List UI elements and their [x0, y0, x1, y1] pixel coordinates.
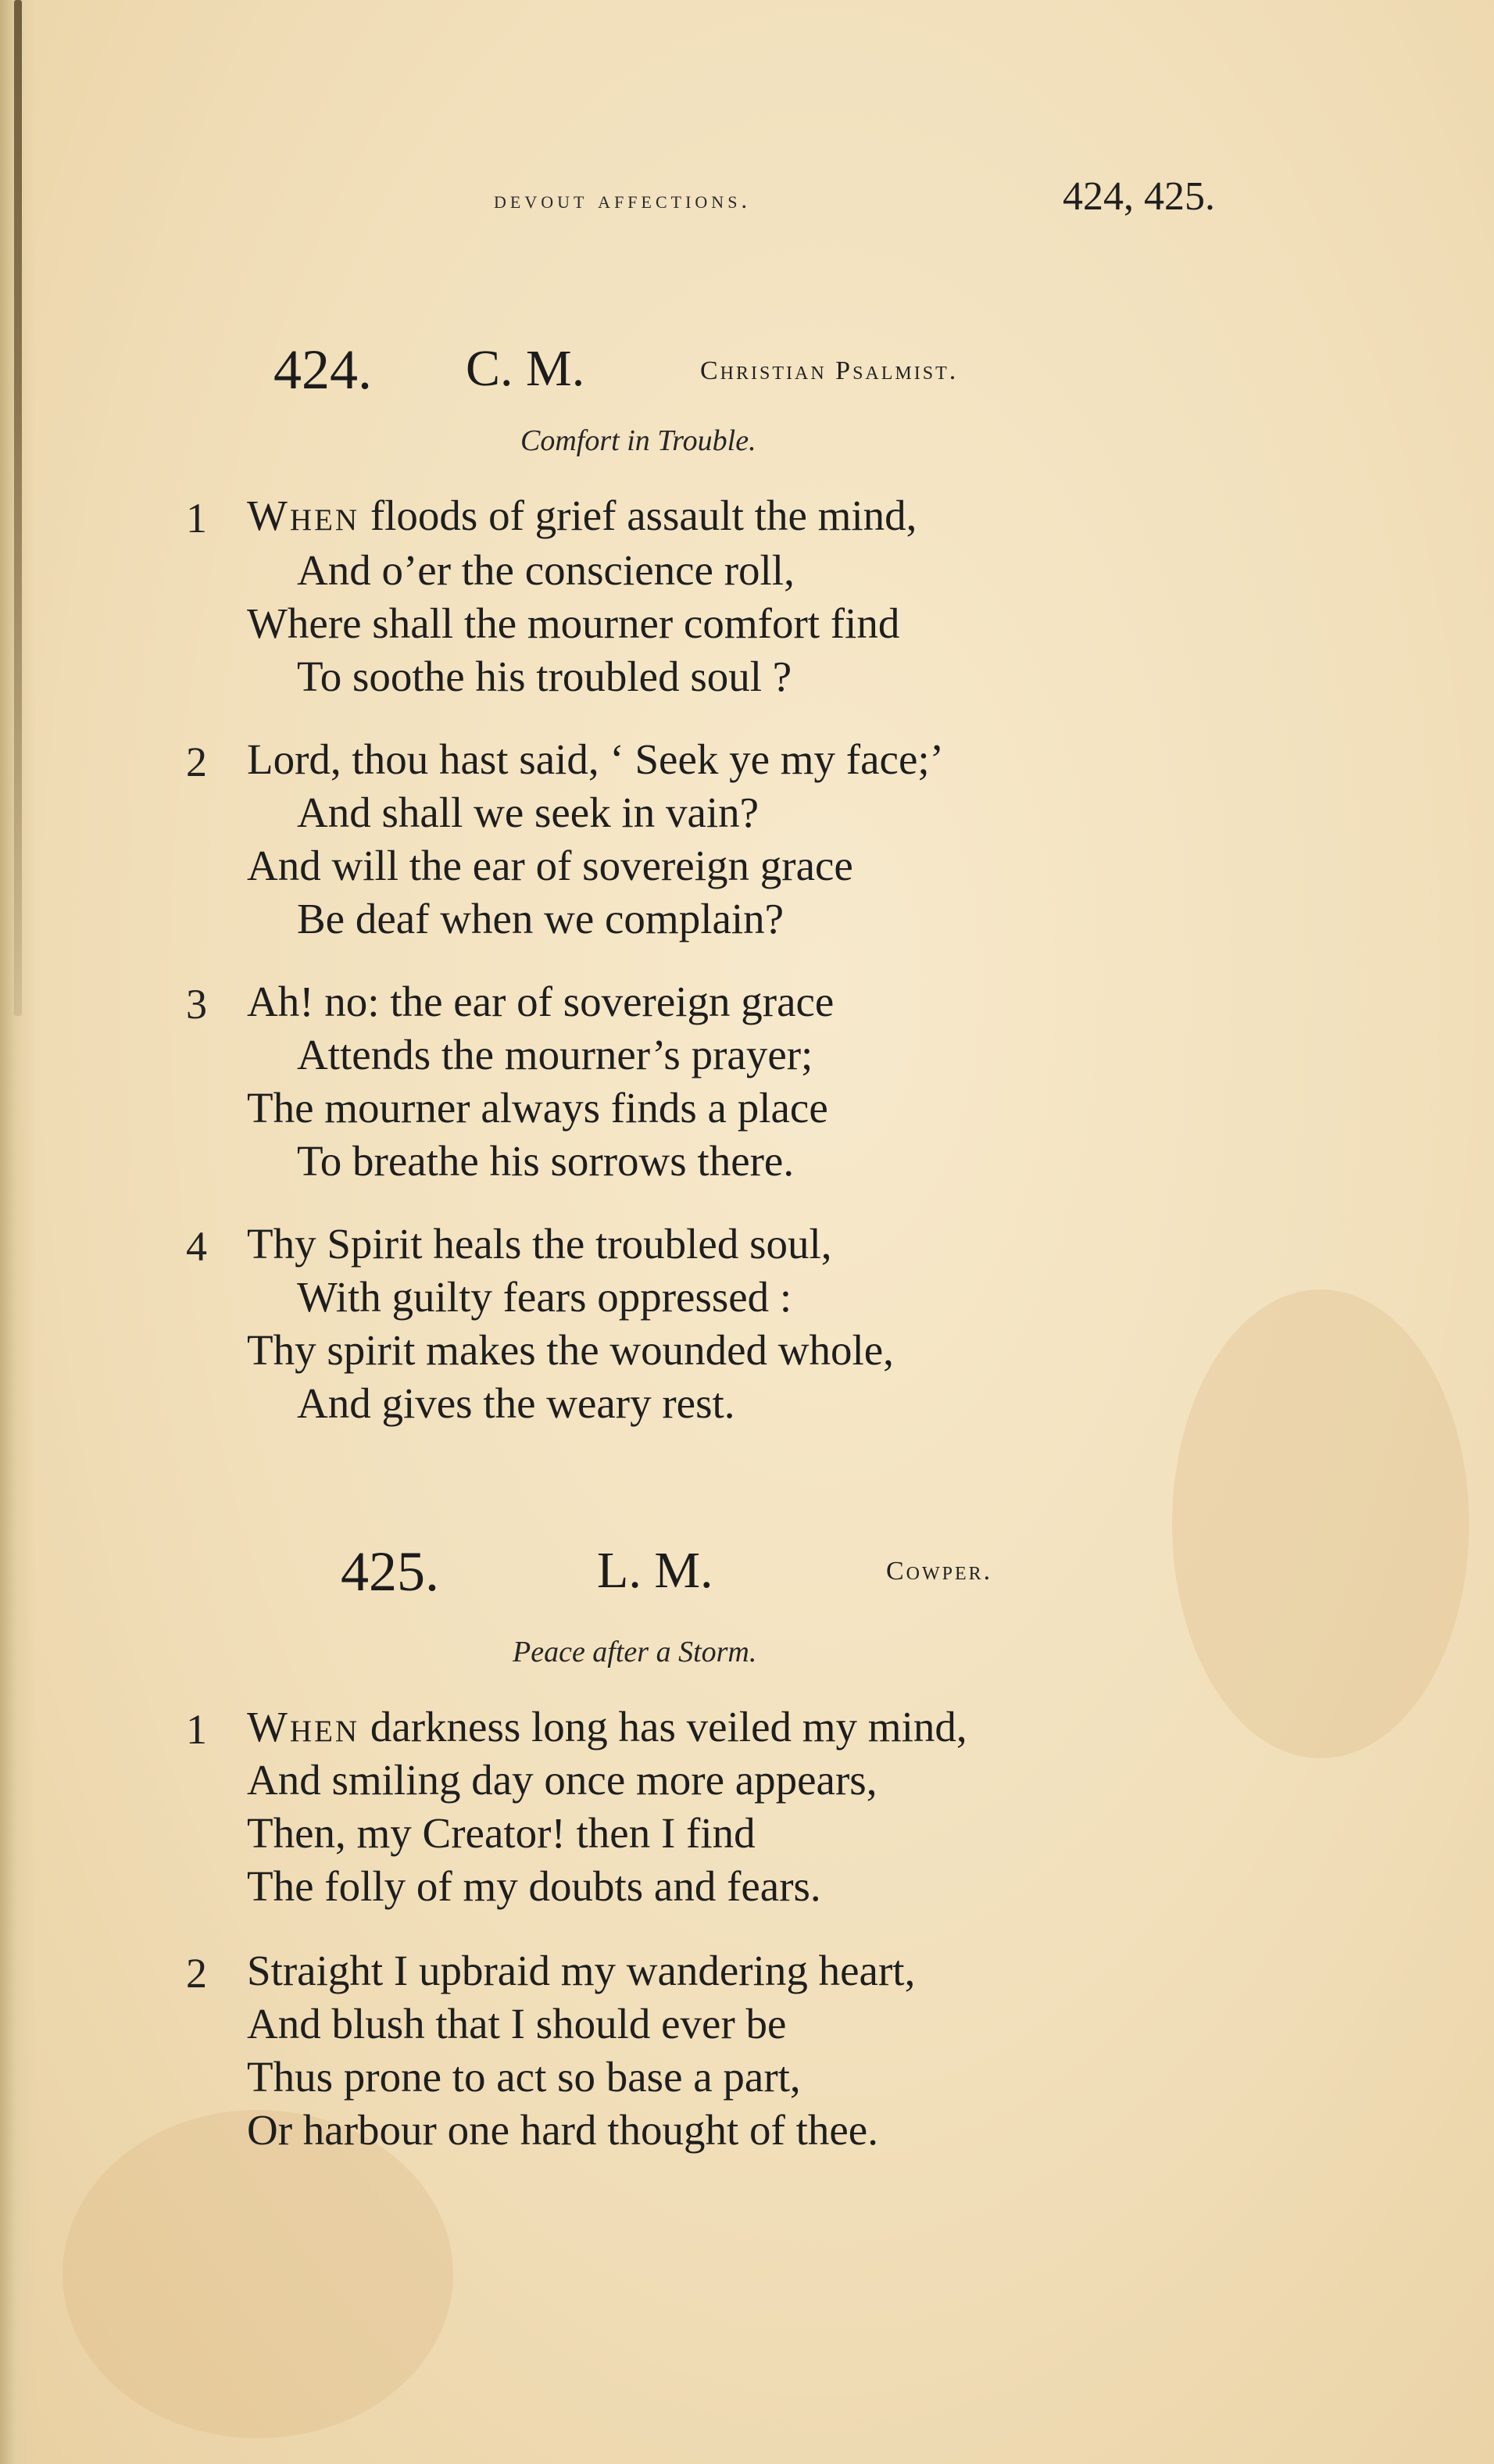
hymn-heading: [0, 1540, 1494, 1602]
paper-stain: [1172, 1289, 1469, 1758]
running-header-page-numbers: 424, 425.: [1063, 174, 1215, 219]
hymn-meter: C. M.: [466, 340, 585, 397]
verse-number: 3: [186, 981, 207, 1028]
verse-number: 2: [186, 1950, 207, 1997]
verse-line: And blush that I should ever be: [247, 2000, 787, 2047]
verse-line: Then, my Creator! then I find: [247, 1809, 756, 1857]
verse-line: To breathe his sorrows there.: [297, 1137, 795, 1185]
hymn-number: 424.: [273, 338, 372, 401]
hymn-author: Cowper.: [886, 1557, 993, 1586]
verse-line: Straight I upbraid my wandering heart,: [247, 1947, 916, 1994]
verse-line: The folly of my doubts and fears.: [247, 1862, 821, 1910]
verse-line: Be deaf when we complain?: [297, 895, 785, 942]
hymn-number: 425.: [341, 1540, 439, 1603]
verse-line-text: darkness long has veiled my mind,: [359, 1703, 967, 1751]
verse-line: Thy spirit makes the wounded whole,: [247, 1326, 894, 1374]
verse-line-text: floods of grief assault the mind,: [359, 492, 917, 539]
paper-stain: [63, 2110, 453, 2438]
verse-line: And shall we seek in vain?: [297, 789, 760, 836]
verse-line: The mourner always finds a place: [247, 1084, 828, 1132]
verse-line: [247, 491, 917, 540]
verse-first-word: When: [247, 1703, 360, 1751]
hymn-heading: [0, 338, 1494, 400]
verse-first-word: When: [247, 492, 360, 539]
binding-shadow: [14, 0, 22, 1016]
verse-number: 1: [186, 495, 207, 542]
verse-line: And will the ear of sovereign grace: [247, 842, 853, 889]
hymn-meter: L. M.: [597, 1542, 713, 1599]
verse-number: 2: [186, 738, 207, 785]
verse-number: 4: [186, 1223, 207, 1270]
verse-line: Thy Spirit heals the troubled soul,: [247, 1220, 832, 1268]
verse-line: To soothe his troubled soul ?: [297, 653, 792, 700]
hymn-subtitle: Comfort in Trouble.: [520, 424, 756, 457]
running-header: [0, 174, 1494, 225]
verse-line: Lord, thou hast said, ‘ Seek ye my face;’: [247, 735, 944, 783]
verse-line: Or harbour one hard thought of thee.: [247, 2106, 878, 2154]
verse-line: And o’er the conscience roll,: [297, 546, 795, 594]
verse-line: And gives the weary rest.: [297, 1379, 735, 1427]
running-header-title: devout affections.: [494, 186, 752, 213]
verse-line: Where shall the mourner comfort find: [247, 599, 900, 647]
verse-line: Attends the mourner’s prayer;: [297, 1031, 813, 1078]
verse-line: [247, 1702, 967, 1751]
verse-line: And smiling day once more appears,: [247, 1756, 877, 1804]
hymn-subtitle: Peace after a Storm.: [513, 1636, 757, 1668]
hymn-author: Christian Psalmist.: [700, 356, 959, 385]
verse-line: Thus prone to act so base a part,: [247, 2053, 801, 2101]
verse-number: 1: [186, 1706, 207, 1753]
verse-line: Ah! no: the ear of sovereign grace: [247, 978, 835, 1025]
verse-line: With guilty fears oppressed :: [297, 1273, 792, 1321]
